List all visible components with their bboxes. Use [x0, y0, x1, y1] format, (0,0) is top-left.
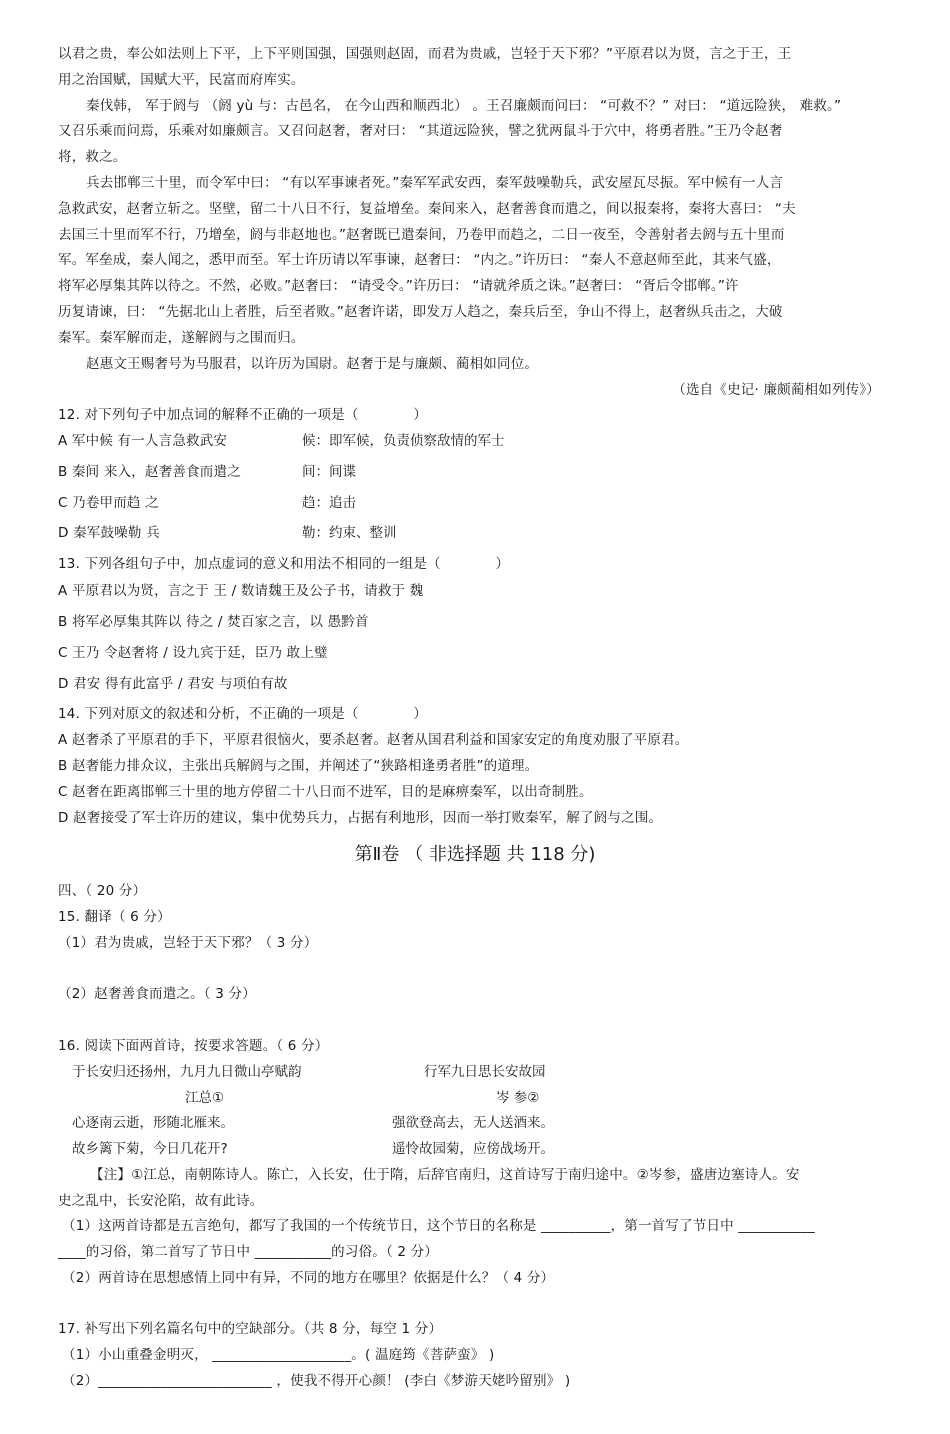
passage-line: 将，救之。: [58, 149, 127, 165]
q12-option-d: D 秦军鼓噪勒 兵: [58, 525, 160, 541]
passage-line: 将军必厚集其阵以待之。不然，必败。”赵奢曰： “请受令。”许历曰： “请就斧质之诛。”赵奢曰： “胥后令邯郸。”许: [58, 278, 739, 294]
q13-stem: 13. 下列各组句子中，加点虚词的意义和用法不相同的一组是（ ）: [58, 556, 510, 572]
q17-sub-1: （1）小山重叠金明灭， ____________________。( 温庭筠《菩萨蛮》 ): [62, 1347, 495, 1363]
q14-option-c: C 赵奢在距离邯郸三十里的地方停留二十八日而不进军，目的是麻痹秦军，以出奇制胜。: [58, 784, 593, 800]
poem2-line-2: 遥怜故园菊，应傍战场开。: [392, 1141, 554, 1157]
passage-line: 兵去邯郸三十里，而令军中曰： “有以军事谏者死。”秦军军武安西，秦军鼓噪勒兵，武安屋瓦尽振。军中候有一人言: [86, 175, 784, 191]
passage-line: 赵惠文王赐奢号为马服君，以许历为国尉。赵奢于是与廉颇、蔺相如同位。: [86, 356, 539, 372]
q16-sub-1: （1）这两首诗都是五言绝句，都写了我国的一个传统节日，这个节日的名称是 __________，第一首写了节日中 ___________: [62, 1218, 815, 1234]
poem1-line-1: 心逐南云逝，形随北雁来。: [72, 1115, 234, 1131]
q16-sub-2: （2）两首诗在思想感情上同中有异，不同的地方在哪里？依据是什么？（ 4 分）: [62, 1270, 555, 1286]
passage-line: 用之治国赋，国赋大平，民富而府库实。: [58, 72, 305, 88]
q15-stem: 15. 翻译（ 6 分）: [58, 909, 171, 925]
q13-option-a: A 平原君以为贤，言之于 王 / 数请魏王及公子书，请救于 魏: [58, 583, 424, 599]
poem2-title: 行军九日思长安故园: [424, 1064, 546, 1080]
q16-sub-1-continued: ____的习俗，第二首写了节日中 ___________的习俗。（ 2 分）: [58, 1244, 439, 1260]
passage-line: 秦军。秦军解而走，遂解阏与之围而归。: [58, 330, 305, 346]
passage-line: 秦伐韩， 军于阏与 （阏 yù 与：古邑名， 在今山西和顺西北） 。王召廉颇而问曰： “可救不？” 对曰： “道远险狭， 难救。”: [86, 98, 842, 114]
q12-stem: 12. 对下列句子中加点词的解释不正确的一项是（ ）: [58, 407, 428, 423]
q12-option-b-explanation: 间：间谍: [302, 464, 356, 480]
poem2-author: 岑 参②: [496, 1090, 540, 1106]
passage-line: 军。军垒成，秦人闻之，悉甲而至。军士许历请以军事谏，赵奢曰： “内之。”许历曰： “秦人不意赵师至此，其来气盛，: [58, 252, 781, 268]
part-4-heading: 四、（ 20 分）: [58, 883, 147, 899]
q12-option-b: B 秦间 来入，赵奢善食而遣之: [58, 464, 241, 480]
q16-stem: 16. 阅读下面两首诗，按要求答题。（ 6 分）: [58, 1038, 329, 1054]
passage-line: 历复请谏，曰： “先据北山上者胜，后至者败。”赵奢许诺，即发万人趋之，秦兵后至，争山不得上，赵奢纵兵击之，大破: [58, 304, 783, 320]
passage-line: 以君之贵，奉公如法则上下平，上下平则国强，国强则赵固，而君为贵戚，岂轻于天下邪？”平原君以为贤，言之于王，王: [58, 46, 792, 62]
q14-stem: 14. 下列对原文的叙述和分析，不正确的一项是（ ）: [58, 706, 428, 722]
section-2-title: 第Ⅱ卷 （ 非选择题 共 118 分): [354, 844, 596, 865]
passage-line: 急救武安，赵奢立斩之。坚壁，留二十八日不行，复益增垒。秦间来入，赵奢善食而遣之，间以报秦将，秦将大喜曰： “夫: [58, 201, 796, 217]
q16-note-continued: 史之乱中，长安沦陷，故有此诗。: [58, 1193, 264, 1209]
q14-option-d: D 赵奢接受了军士许历的建议，集中优势兵力，占据有利地形，因而一举打败秦军，解了阏与之围。: [58, 810, 663, 826]
q13-option-b: B 将军必厚集其阵以 待之 / 焚百家之言，以 愚黔首: [58, 614, 369, 630]
passage-line: 去国三十里而军不行，乃增垒，阏与非赵地也。”赵奢既已遣秦间，乃卷甲而趋之，二日一夜至，令善射者去阏与五十里而: [58, 227, 785, 243]
q12-option-c-explanation: 趋：追击: [302, 495, 356, 511]
q15-sub-2: （2）赵奢善食而遣之。（ 3 分）: [58, 986, 256, 1002]
poem1-author: 江总①: [185, 1090, 225, 1106]
passage-source: （选自《史记· 廉颇蔺相如列传》）: [672, 382, 880, 398]
q12-option-a: A 军中候 有一人言急救武安: [58, 433, 228, 449]
poem1-line-2: 故乡篱下菊，今日几花开?: [72, 1141, 228, 1157]
q15-sub-1: （1）君为贵戚，岂轻于天下邪？（ 3 分）: [58, 935, 318, 951]
poem1-title: 于长安归还扬州，九月九日微山亭赋韵: [72, 1064, 302, 1080]
poem2-line-1: 强欲登高去，无人送酒来。: [392, 1115, 554, 1131]
q17-sub-2: （2）_________________________ ，使我不得开心颜！ (李白《梦游天姥吟留别》 ): [62, 1373, 571, 1389]
q12-option-a-explanation: 候：即军候，负责侦察敌情的军士: [302, 433, 505, 449]
q13-option-d: D 君安 得有此富乎 / 君安 与项伯有故: [58, 676, 288, 692]
q12-option-d-explanation: 勒：约束、整训: [302, 525, 397, 541]
q17-stem: 17. 补写出下列名篇名句中的空缺部分。（共 8 分，每空 1 分）: [58, 1321, 443, 1337]
q13-option-c: C 王乃 令赵奢将 / 设九宾于廷，臣乃 敢上璧: [58, 645, 328, 661]
passage-line: 又召乐乘而问焉，乐乘对如廉颇言。又召问赵奢，奢对曰： “其道远险狭，譬之犹两鼠斗于穴中，将勇者胜。”王乃令赵奢: [58, 123, 783, 139]
q14-option-a: A 赵奢杀了平原君的手下，平原君很恼火，要杀赵奢。赵奢从国君利益和国家安定的角度劝服了平原君。: [58, 732, 689, 748]
q14-option-b: B 赵奢能力排众议，主张出兵解阏与之围，并阐述了“狭路相逢勇者胜”的道理。: [58, 758, 539, 774]
q16-note: 【注】①江总，南朝陈诗人。陈亡，入长安，仕于隋，后辞官南归，这首诗写于南归途中。②岑参，盛唐边塞诗人。安: [90, 1167, 800, 1183]
q12-option-c: C 乃卷甲而趋 之: [58, 495, 159, 511]
